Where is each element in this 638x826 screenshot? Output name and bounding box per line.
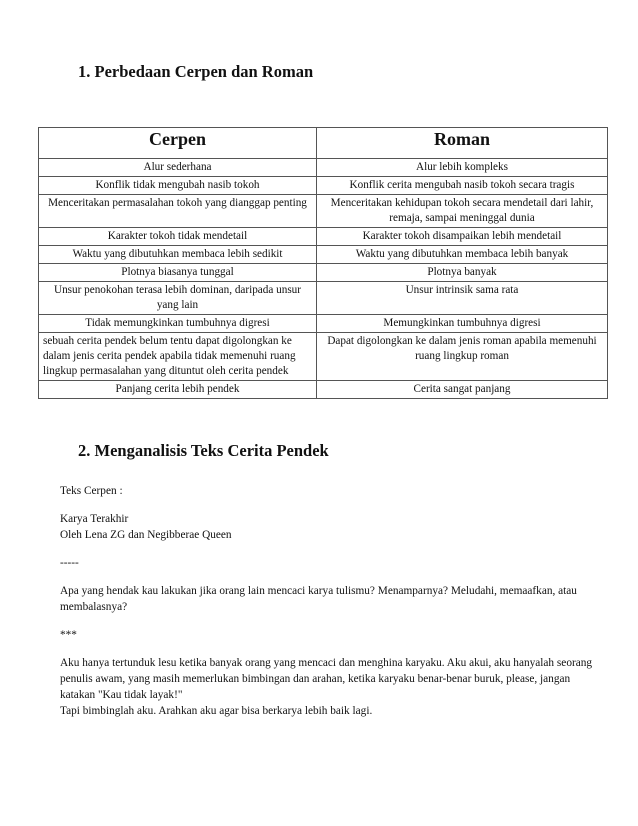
paragraph: Apa yang hendak kau lakukan jika orang lain mencaci karya tulismu? Menamparnya? Meludahi, memaafkan, atau membalasnya? [60, 585, 577, 613]
table-cell: Waktu yang dibutuhkan membaca lebih banyak [317, 246, 608, 264]
table-cell: Unsur penokohan terasa lebih dominan, daripada unsur yang lain [39, 282, 317, 315]
text-label: Teks Cerpen : [60, 485, 123, 497]
table-row [39, 381, 608, 399]
table-cell: Alur lebih kompleks [317, 159, 608, 177]
header-cerpen: Cerpen [39, 128, 317, 159]
table-cell: Konflik cerita mengubah nasib tokoh secara tragis [317, 177, 608, 195]
table-cell: Plotnya banyak [317, 264, 608, 282]
table-cell: Menceritakan permasalahan tokoh yang dianggap penting [39, 195, 317, 228]
table-row [39, 333, 608, 381]
table-cell: Menceritakan kehidupan tokoh secara mendetail dari lahir, remaja, sampai meninggal dunia [317, 195, 608, 228]
section-2-title: 2. Menganalisis Teks Cerita Pendek [78, 441, 329, 460]
table-cell: Unsur intrinsik sama rata [317, 282, 608, 315]
table-row [39, 177, 608, 195]
paragraph: Aku hanya tertunduk lesu ketika banyak orang yang mencaci dan menghina karyaku. Aku akui, aku hanyalah seorang penulis awam, yang masih memerlukan bimbingan dan arahan, ketika karyaku benar-benar buruk, please, jangan katakan "Kau tidak layak!" [60, 657, 593, 701]
story-author: Oleh Lena ZG dan Negibberae Queen [60, 529, 232, 541]
table-cell: Cerita sangat panjang [317, 381, 608, 399]
table-row [39, 228, 608, 246]
table-cell: Karakter tokoh tidak mendetail [39, 228, 317, 246]
table-row [39, 264, 608, 282]
table-cell: Konflik tidak mengubah nasib tokoh [39, 177, 317, 195]
story-title: Karya Terakhir [60, 513, 129, 525]
table-row [39, 246, 608, 264]
table-row [39, 282, 608, 315]
separator-dashes: ----- [60, 557, 79, 569]
table-cell: Panjang cerita lebih pendek [39, 381, 317, 399]
header-roman: Roman [317, 128, 608, 159]
separator-stars: *** [60, 629, 77, 641]
table-cell: Memungkinkan tumbuhnya digresi [317, 315, 608, 333]
table-cell: Karakter tokoh disampaikan lebih mendetail [317, 228, 608, 246]
table-row [39, 159, 608, 177]
story-text [60, 483, 600, 719]
comparison-table [38, 127, 608, 399]
section-1-title: 1. Perbedaan Cerpen dan Roman [78, 62, 314, 81]
table-cell: Dapat digolongkan ke dalam jenis roman apabila memenuhi ruang lingkup roman [317, 333, 608, 381]
table-cell: Plotnya biasanya tunggal [39, 264, 317, 282]
table-cell: sebuah cerita pendek belum tentu dapat digolongkan ke dalam jenis cerita pendek apabila tidak memenuhi ruang lingkup permasalahan yang dituntut oleh cerita pendek [39, 333, 317, 381]
table-cell: Tidak memungkinkan tumbuhnya digresi [39, 315, 317, 333]
paragraph: Tapi bimbinglah aku. Arahkan aku agar bisa berkarya lebih baik lagi. [60, 705, 373, 717]
table-row [39, 315, 608, 333]
table-header-row [39, 128, 608, 159]
table-cell: Alur sederhana [39, 159, 317, 177]
table-cell: Waktu yang dibutuhkan membaca lebih sedikit [39, 246, 317, 264]
table-row [39, 195, 608, 228]
